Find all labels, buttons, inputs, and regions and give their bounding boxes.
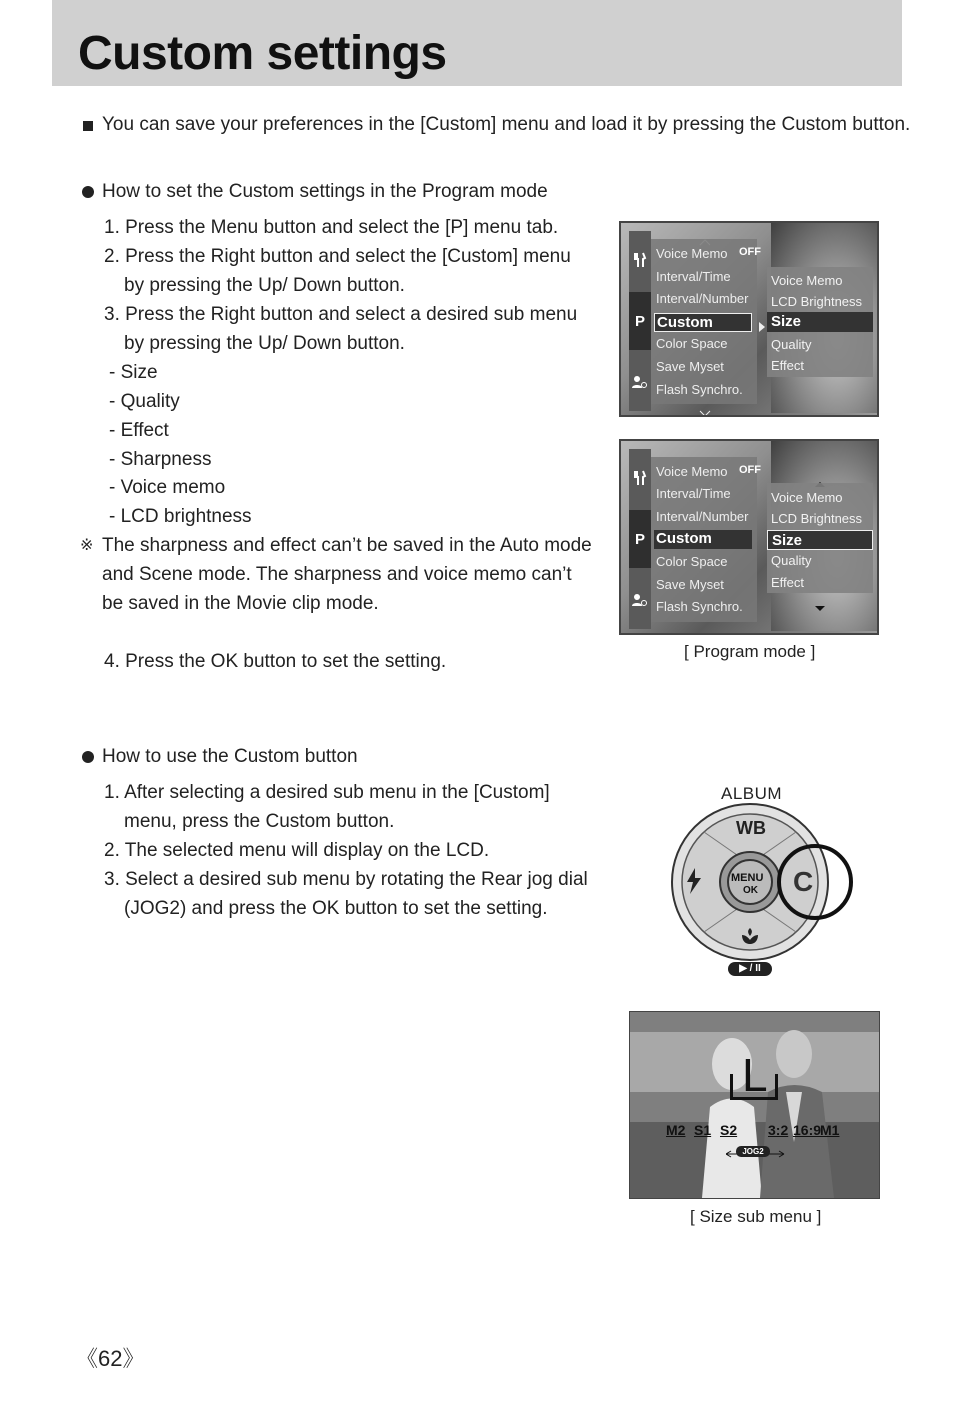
size-large-indicator: L: [742, 1049, 768, 1101]
sub-menu-item: LCD Brightness: [771, 294, 863, 309]
custom-c-label[interactable]: C: [793, 866, 814, 897]
sub-menu-item: LCD Brightness: [771, 511, 863, 526]
sub-menu-item: Voice Memo: [771, 273, 843, 288]
macro-icon[interactable]: [740, 928, 760, 951]
size-submenu-photo: [629, 1011, 880, 1199]
album-label: ALBUM: [721, 784, 783, 803]
section2-heading: How to use the Custom button: [102, 746, 358, 767]
section2-step1-cont: menu, press the Custom button.: [124, 811, 395, 832]
menu-item: Color Space: [656, 336, 728, 351]
sub-menu-item: Effect: [771, 358, 805, 373]
menu-item: Save Myset: [656, 359, 724, 374]
size-option-16-9: 16:9: [793, 1122, 822, 1138]
down-arrow-icon: [699, 404, 711, 417]
right-arrow-icon: [759, 319, 765, 337]
bullet-icon: [82, 186, 94, 198]
program-tab: P: [629, 292, 651, 350]
section2-step3-cont: (JOG2) and press the OK button to set the setting.: [124, 898, 548, 919]
note-mark: ※: [80, 537, 94, 554]
main-menu: [651, 239, 761, 404]
sub-menu-item: Quality: [771, 337, 812, 352]
sub-menu-item-selected: Size: [767, 312, 873, 332]
off-label: OFF: [739, 246, 761, 258]
page-title: Custom settings: [78, 27, 447, 80]
section1-heading: How to set the Custom settings in the Program mode: [102, 181, 548, 202]
sub-item-effect: - Effect: [109, 420, 169, 441]
menu-item-selected: Custom: [654, 530, 752, 549]
sub-item-quality: - Quality: [109, 391, 180, 412]
sub-menu-item: Quality: [771, 553, 812, 568]
sub-item-sharpness: - Sharpness: [109, 449, 212, 470]
sub-item-lcd-brightness: - LCD brightness: [109, 506, 252, 527]
size-option-s2: S2: [720, 1122, 738, 1138]
section1-step2-cont: by pressing the Up/ Down button.: [124, 275, 405, 296]
sub-menu-item: Voice Memo: [771, 490, 843, 505]
caption-program-mode: [ Program mode ]: [684, 642, 816, 661]
wb-label[interactable]: WB: [736, 818, 766, 838]
note-line2: and Scene mode. The sharpness and voice memo can’t: [102, 564, 572, 585]
size-option-m2: M2: [666, 1122, 686, 1138]
menu-item: Interval/Time: [656, 269, 731, 284]
menu-item: Save Myset: [656, 577, 724, 592]
sub-menu-item-selected: Size: [767, 530, 873, 550]
setup-tab-icon: [629, 231, 651, 289]
setup-tab-icon: [629, 449, 651, 507]
down-arrow-icon: [814, 599, 826, 617]
menu-item: Flash Synchro.: [656, 599, 743, 614]
intro-text: You can save your preferences in the [Custom] menu and load it by pressing the Custom button.: [102, 114, 911, 135]
main-menu: [651, 457, 761, 622]
menu-item: Voice Memo: [656, 464, 728, 479]
sub-menu-item: Effect: [771, 575, 805, 590]
bullet-icon: [82, 751, 94, 763]
menu-item: Interval/Number: [656, 509, 749, 524]
menu-label[interactable]: MENU: [731, 872, 764, 884]
square-bullet-icon: [83, 121, 93, 131]
section2-step3: 3. Select a desired sub menu by rotating the Rear jog dial: [104, 869, 588, 890]
program-tab: P: [629, 510, 651, 568]
ok-label[interactable]: OK: [743, 885, 758, 896]
sub-menu: [767, 267, 873, 377]
off-label: OFF: [739, 464, 761, 476]
person-tab-icon: [629, 571, 651, 629]
note-line3: be saved in the Movie clip mode.: [102, 593, 379, 614]
menu-item: Interval/Number: [656, 291, 749, 306]
person-tab-icon: [629, 353, 651, 411]
caption-size-submenu: [ Size sub menu ]: [690, 1207, 822, 1226]
page-number: 《62》: [76, 1346, 145, 1371]
menu-item-selected: Custom: [654, 313, 752, 332]
control-dial: [664, 780, 854, 980]
size-option-s1: S1: [694, 1122, 712, 1138]
size-option-m1: M1: [820, 1122, 840, 1138]
sub-menu: [767, 483, 873, 593]
menu-item: Voice Memo: [656, 246, 728, 261]
lcd-screenshot-2: [619, 439, 879, 635]
section1-step3-cont: by pressing the Up/ Down button.: [124, 333, 405, 354]
lcd-screenshot-1: [619, 221, 879, 417]
jog2-badge: JOG2: [736, 1146, 770, 1157]
size-option-3-2: 3:2: [768, 1122, 789, 1138]
section1-step1: 1. Press the Menu button and select the [P] menu tab.: [104, 217, 559, 238]
section1-step4: 4. Press the OK button to set the setting.: [104, 651, 447, 672]
section1-step3: 3. Press the Right button and select a desired sub menu: [104, 304, 578, 325]
sub-item-voice-memo: - Voice memo: [109, 477, 226, 498]
menu-tabs: [629, 449, 651, 629]
section2-step1: 1. After selecting a desired sub menu in the [Custom]: [104, 782, 550, 803]
flash-icon[interactable]: [686, 868, 702, 899]
menu-item: Interval/Time: [656, 486, 731, 501]
section1-step2: 2. Press the Right button and select the [Custom] menu: [104, 246, 571, 267]
play-pause-button[interactable]: ▶ / II: [728, 962, 772, 976]
sub-item-size: - Size: [109, 362, 158, 383]
menu-item: Color Space: [656, 554, 728, 569]
section2-step2: 2. The selected menu will display on the LCD.: [104, 840, 490, 861]
menu-item: Flash Synchro.: [656, 382, 743, 397]
menu-tabs: [629, 231, 651, 411]
note-line1: The sharpness and effect can’t be saved in the Auto mode: [102, 535, 592, 556]
